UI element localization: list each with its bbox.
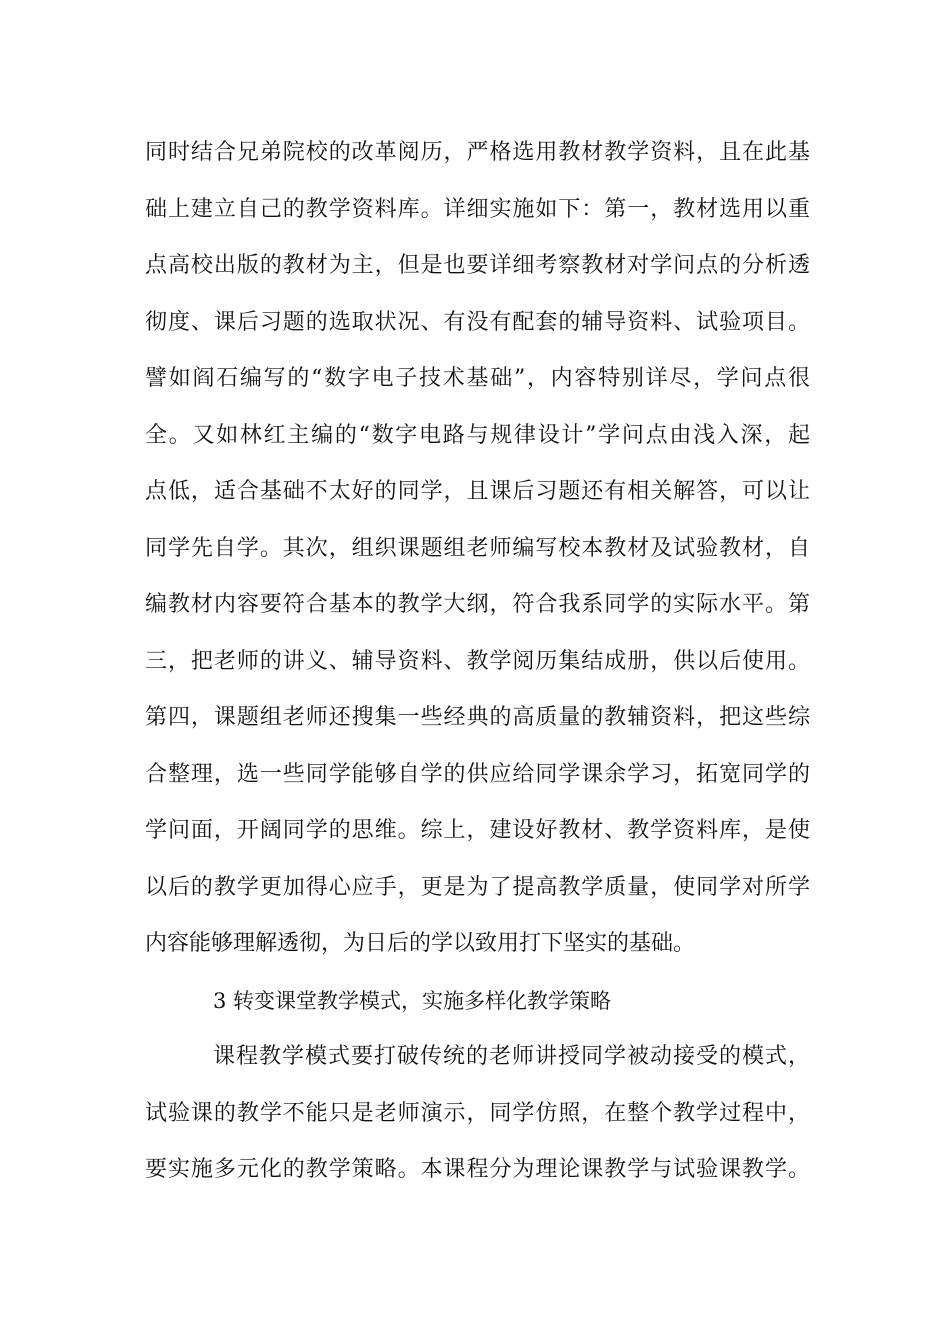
paragraph-line: 内容能够理解透彻，为日后的学以致用打下坚实的基础。 [145,931,696,956]
paragraph-line: 课程教学模式要打破传统的老师讲授同学被动接受的模式， [213,1044,810,1069]
paragraph-line: 合整理，选一些同学能够自学的供应给同学课余学习，拓宽同学的 [145,762,810,787]
paragraph-line: 点高校出版的教材为主，但是也要详细考察教材对学问点的分析透 [145,253,810,278]
paragraph-line: 三，把老师的讲义、辅导资料、教学阅历集结成册，供以后使用。 [145,649,810,674]
paragraph-line: 同时结合兄弟院校的改革阅历，严格选用教材教学资料，且在此基 [145,140,810,165]
paragraph-line: 全。又如林红主编的“数字电路与规律设计”学问点由浅入深，起 [145,423,810,448]
paragraph-line: 础上建立自己的教学资料库。详细实施如下：第一，教材选用以重 [145,197,810,222]
paragraph-line: 学问面，开阔同学的思维。综上，建设好教材、教学资料库，是使 [145,818,810,843]
paragraph-line: 编教材内容要符合基本的教学大纲，符合我系同学的实际水平。第 [145,592,810,617]
section-heading: 3 转变课堂教学模式，实施多样化教学策略 [213,989,612,1013]
paragraph-line: 试验课的教学不能只是老师演示，同学仿照，在整个教学过程中， [145,1101,810,1126]
paragraph-line: 点低，适合基础不太好的同学，且课后习题还有相关解答，可以让 [145,479,810,504]
paragraph-line: 同学先自学。其次，组织课题组老师编写校本教材及试验教材，自 [145,536,810,561]
paragraph-line: 彻度、课后习题的选取状况、有没有配套的辅导资料、试验项目。 [145,310,810,335]
paragraph-line: 以后的教学更加得心应手，更是为了提高教学质量，使同学对所学 [145,875,810,900]
paragraph-line: 要实施多元化的教学策略。本课程分为理论课教学与试验课教学。 [145,1157,810,1182]
paragraph-line: 第四，课题组老师还搜集一些经典的高质量的教辅资料，把这些综 [145,705,810,730]
paragraph-line: 譬如阎石编写的“数字电子技术基础”，内容特别详尽，学问点很 [145,366,810,391]
